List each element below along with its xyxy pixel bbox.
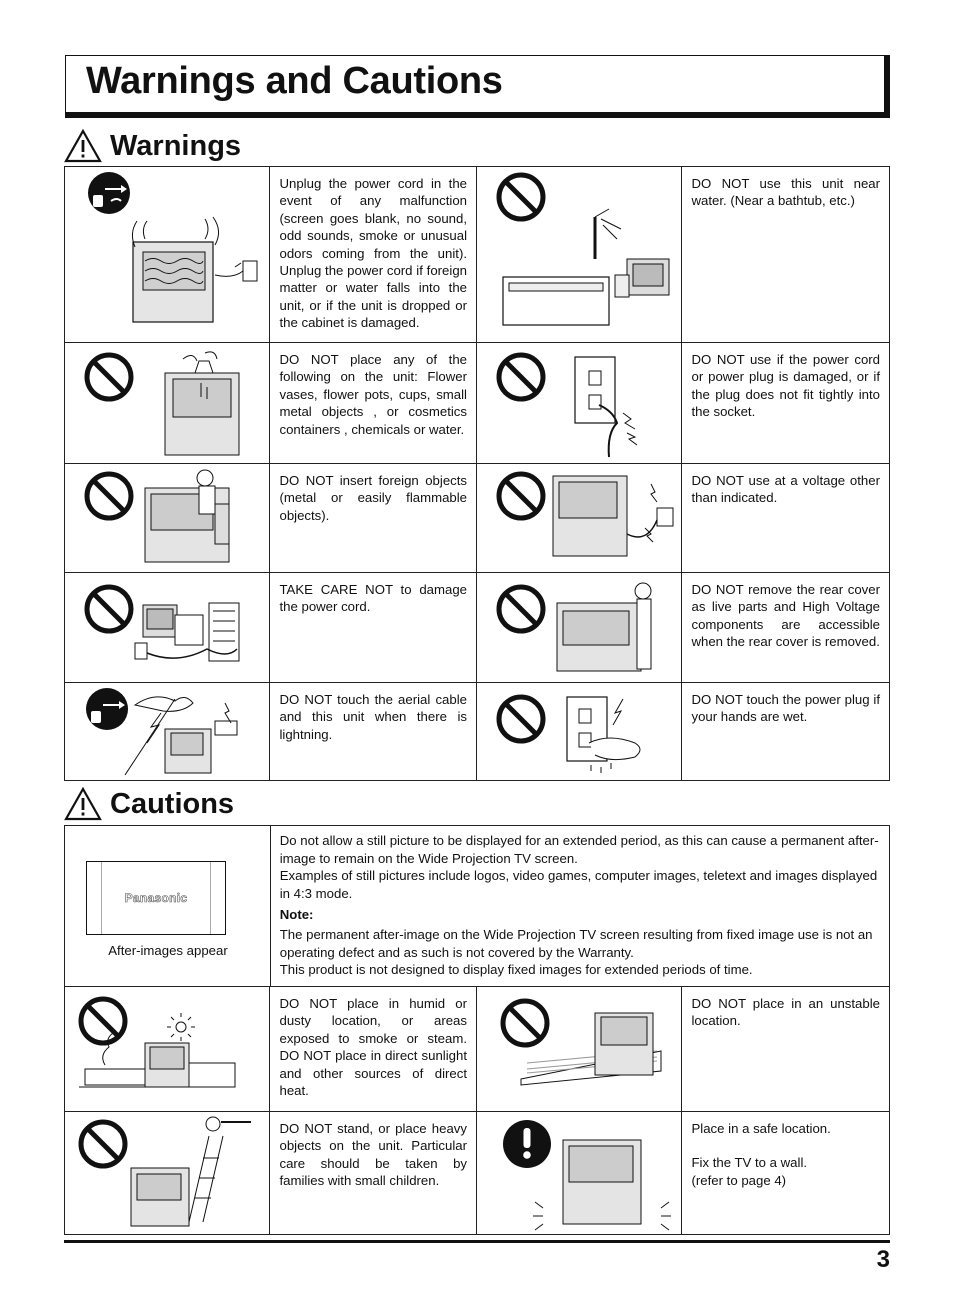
illustration-bathtub (477, 167, 682, 342)
warnings-row (65, 167, 889, 342)
warnings-row (65, 572, 889, 682)
cautions-heading (64, 786, 234, 822)
warnings-row (65, 682, 889, 780)
prohibited-icon (87, 355, 131, 399)
caution-text: DO NOT place in an unstable location. (691, 996, 880, 1029)
warning-text: DO NOT use if the power cord or power plug is damaged, or if the plug does not fit tightly into the socket. (691, 352, 880, 420)
cautions-row (65, 826, 889, 986)
still-picture-paragraph: The permanent after-image on the Wide Projection TV screen resulting from fixed image use is not an operating defect and as such is not covered by the Warranty. (279, 926, 873, 960)
warning-text: DO NOT place any of the following on the unit: Flower vases, flower pots, cups, small metal objects , or cosmetics containers , chemicals or water. (270, 343, 477, 463)
caution-line: (refer to page 4) (691, 1172, 787, 1188)
illustration-child-inserting (65, 464, 270, 572)
illustration-rear-cover (477, 573, 682, 682)
bottom-rule (64, 1240, 890, 1243)
page-title-box (65, 55, 890, 118)
warning-text: DO NOT touch the power plug if your hands are wet. (691, 692, 880, 725)
prohibited-icon (499, 355, 543, 399)
prohibited-icon (499, 474, 543, 518)
prohibited-icon (87, 587, 131, 631)
illustration-lightning (65, 683, 270, 780)
caution-text: DO NOT place in humid or dusty location, or areas exposed to smoke or steam. DO NOT place in direct sunlight and other sources of direct heat. (270, 987, 477, 1111)
page-title: Warnings and Cautions (86, 60, 503, 102)
page-number: 3 (876, 1246, 890, 1273)
warning-text: DO NOT use this unit near water. (Near a bathtub, etc.) (691, 176, 880, 209)
caution-line: Fix the TV to a wall. (691, 1155, 808, 1171)
warnings-heading (64, 128, 241, 164)
warnings-heading-label: Warnings (110, 129, 242, 162)
warning-text: DO NOT use at a voltage other than indicated. (691, 473, 880, 506)
caution-line: Place in a safe location. (691, 1121, 831, 1136)
screen-frame (86, 861, 226, 935)
unplug-icon (88, 172, 130, 214)
warning-triangle-icon (64, 787, 102, 821)
illustration-vase-on-tv (65, 343, 270, 463)
prohibited-icon (81, 999, 125, 1043)
still-picture-paragraph: This product is not designed to display fixed images for extended periods of time. (279, 962, 753, 978)
warning-text: DO NOT remove the rear cover as live parts and High Voltage components are accessible when the rear cover is removed. (691, 582, 880, 650)
cautions-heading-label: Cautions (110, 787, 235, 820)
still-picture-paragraph: Examples of still pictures include logos, video games, computer images, teletext and images displayed in 4:3 mode. (279, 868, 878, 901)
caution-text: DO NOT stand, or place heavy objects on the unit. Particular care should be taken by families with small children. (270, 1112, 477, 1234)
illustration-unstable-location (477, 987, 682, 1111)
prohibited-icon (81, 1122, 125, 1166)
panasonic-logo: Panasonic (124, 891, 188, 905)
cautions-row (65, 1111, 889, 1234)
illustration-after-image (65, 826, 271, 986)
prohibited-icon (503, 1001, 547, 1045)
illustration-damaged-plug (477, 343, 682, 463)
caution-text-safe (682, 1112, 889, 1234)
unplug-icon (86, 688, 128, 730)
illustration-child-on-tv (65, 1112, 270, 1234)
warning-text: Unplug the power cord in the event of any malfunction (screen goes blank, no sound, odd sounds, smoke or unusual odors coming from the unit). Unplug the power cord if foreign matter or water falls into the unit, or if the unit is dropped or the cabinet is damaged. (270, 167, 477, 342)
warning-text: DO NOT touch the aerial cable and this unit when there is lightning. (270, 683, 477, 780)
warning-text: TAKE CARE NOT to damage the power cord. (270, 573, 477, 682)
cautions-table (64, 825, 890, 1235)
illustration-humid-location (65, 987, 270, 1111)
prohibited-icon (499, 697, 543, 741)
warnings-row (65, 463, 889, 572)
still-picture-text (271, 826, 889, 986)
warnings-table (64, 166, 890, 781)
illustration-wet-hands (477, 683, 682, 780)
still-picture-paragraph: Do not allow a still picture to be displayed for an extended period, as this can cause a permanent after-image to remain on the Wide Projection TV screen. (279, 833, 879, 866)
note-label: Note: (279, 907, 314, 923)
warning-text: DO NOT insert foreign objects (metal or easily flammable objects). (270, 464, 477, 572)
prohibited-icon (87, 474, 131, 518)
illustration-voltage (477, 464, 682, 572)
illustration-power-cord (65, 573, 270, 682)
warning-triangle-icon (64, 129, 102, 163)
prohibited-icon (499, 175, 543, 219)
illustration-unplug-smoke (65, 167, 270, 342)
cautions-row (65, 986, 889, 1111)
illustration-safe-location (477, 1112, 682, 1234)
prohibited-icon (499, 587, 543, 631)
warnings-row (65, 342, 889, 463)
after-images-caption: After-images appear (108, 943, 228, 958)
mandatory-icon (503, 1120, 551, 1168)
